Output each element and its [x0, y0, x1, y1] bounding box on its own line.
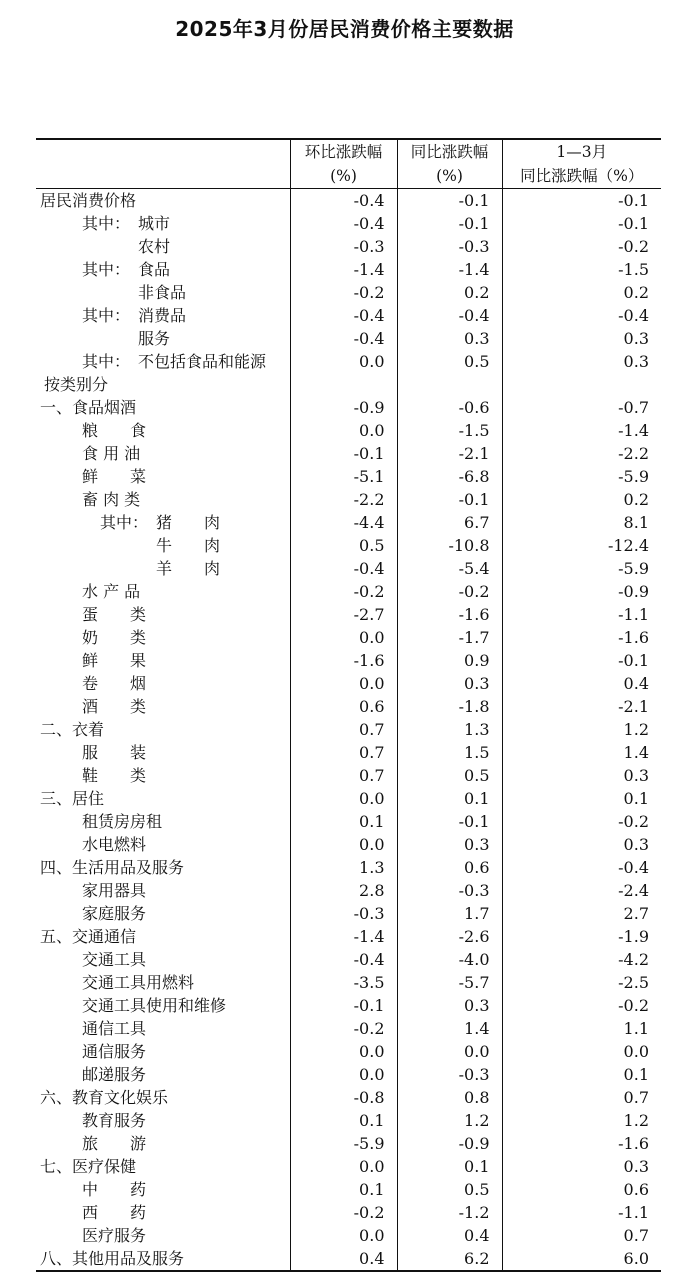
cell-cum: -1.4: [502, 419, 661, 442]
row-label-cell: [36, 327, 290, 350]
table-row: [36, 189, 661, 213]
cell-mom: -0.2: [290, 1017, 397, 1040]
table-row: [36, 534, 661, 557]
row-label: 八、其他用品及服务: [40, 1249, 185, 1268]
row-prefix: 其中：: [82, 306, 131, 325]
table-row: [36, 787, 661, 810]
row-label-cell: [36, 488, 290, 511]
cell-mom: -5.1: [290, 465, 397, 488]
cell-yoy: -0.6: [397, 396, 502, 419]
row-label: 城市: [138, 214, 171, 233]
cell-yoy: 0.2: [397, 281, 502, 304]
cell-mom: -0.4: [290, 304, 397, 327]
table-row: [36, 879, 661, 902]
row-label-cell: [36, 695, 290, 718]
cell-cum: 0.2: [502, 488, 661, 511]
row-label-cell: [36, 580, 290, 603]
cell-cum: 0.4: [502, 672, 661, 695]
row-label: 食 用 油: [82, 444, 141, 463]
row-label-cell: [36, 1109, 290, 1132]
cell-yoy: -6.8: [397, 465, 502, 488]
cell-cum: 0.3: [502, 1155, 661, 1178]
table-row: [36, 580, 661, 603]
cell-cum: 1.4: [502, 741, 661, 764]
table-row: [36, 212, 661, 235]
cell-mom: 0.0: [290, 672, 397, 695]
row-label: 旅 游: [82, 1134, 147, 1153]
cell-cum: -1.6: [502, 626, 661, 649]
row-label: 交通工具使用和维修: [82, 996, 227, 1015]
cell-mom: -0.2: [290, 580, 397, 603]
header-yoy-line1: 同比涨跌幅: [397, 139, 502, 164]
cell-cum: -0.4: [502, 856, 661, 879]
cell-mom: 1.3: [290, 856, 397, 879]
cell-mom: 0.4: [290, 1247, 397, 1271]
header-cum-line2: 同比涨跌幅（%）: [502, 164, 661, 189]
cell-cum: -5.9: [502, 465, 661, 488]
table-row: [36, 603, 661, 626]
row-label: 通信工具: [82, 1019, 147, 1038]
row-label-cell: [36, 902, 290, 925]
table-row: [36, 971, 661, 994]
cell-mom: -0.4: [290, 948, 397, 971]
row-label-cell: [36, 994, 290, 1017]
table-row: [36, 718, 661, 741]
cell-yoy: 0.3: [397, 327, 502, 350]
cell-mom: -4.4: [290, 511, 397, 534]
row-label: 家庭服务: [82, 904, 147, 923]
row-label-cell: [36, 741, 290, 764]
cell-cum: -1.6: [502, 1132, 661, 1155]
cell-yoy: 0.8: [397, 1086, 502, 1109]
cell-cum: 0.0: [502, 1040, 661, 1063]
cell-cum: 0.3: [502, 350, 661, 373]
row-prefix: 其中：: [100, 513, 149, 532]
row-label: 鲜 菜: [82, 467, 147, 486]
table-row: [36, 902, 661, 925]
cell-mom: -0.4: [290, 212, 397, 235]
cell-mom: 0.7: [290, 718, 397, 741]
table-row: [36, 695, 661, 718]
cell-mom: [290, 373, 397, 396]
cell-cum: 2.7: [502, 902, 661, 925]
table-row: [36, 281, 661, 304]
cell-yoy: 0.5: [397, 1178, 502, 1201]
cell-cum: -2.5: [502, 971, 661, 994]
cell-cum: -0.4: [502, 304, 661, 327]
row-label-cell: [36, 396, 290, 419]
page-title: 2025年3月份居民消费价格主要数据: [175, 17, 514, 41]
cell-yoy: -10.8: [397, 534, 502, 557]
row-label-cell: [36, 442, 290, 465]
row-label-cell: [36, 718, 290, 741]
table-row: [36, 258, 661, 281]
header-mom-line1: 环比涨跌幅: [290, 139, 397, 164]
table-row: [36, 1040, 661, 1063]
cell-mom: -0.4: [290, 557, 397, 580]
row-label: 农村: [138, 237, 171, 256]
cell-yoy: -0.1: [397, 189, 502, 213]
cell-yoy: 6.2: [397, 1247, 502, 1271]
row-label: 畜 肉 类: [82, 490, 141, 509]
cell-yoy: -4.0: [397, 948, 502, 971]
cell-cum: -2.4: [502, 879, 661, 902]
cell-yoy: -1.6: [397, 603, 502, 626]
row-label: 按类别分: [44, 375, 109, 394]
cell-yoy: 0.1: [397, 1155, 502, 1178]
table-row: [36, 764, 661, 787]
cell-mom: -0.1: [290, 994, 397, 1017]
table-row: [36, 994, 661, 1017]
row-label-cell: [36, 1178, 290, 1201]
cell-yoy: -1.7: [397, 626, 502, 649]
row-label: 居民消费价格: [40, 191, 137, 210]
table-row: [36, 1201, 661, 1224]
row-label: 羊 肉: [156, 559, 221, 578]
cell-mom: -0.1: [290, 442, 397, 465]
row-label: 五、交通通信: [40, 927, 137, 946]
cell-yoy: 0.5: [397, 764, 502, 787]
cell-cum: 0.1: [502, 787, 661, 810]
cell-cum: -2.1: [502, 695, 661, 718]
cell-cum: -0.7: [502, 396, 661, 419]
cell-mom: -0.3: [290, 902, 397, 925]
row-label: 中 药: [82, 1180, 147, 1199]
cell-mom: -0.8: [290, 1086, 397, 1109]
cell-yoy: 0.0: [397, 1040, 502, 1063]
cell-yoy: -1.8: [397, 695, 502, 718]
row-label-cell: [36, 1247, 290, 1271]
cell-mom: -0.4: [290, 327, 397, 350]
row-label: 租赁房房租: [82, 812, 163, 831]
cell-cum: 1.1: [502, 1017, 661, 1040]
cell-yoy: -1.4: [397, 258, 502, 281]
table-row: [36, 856, 661, 879]
cell-mom: 0.0: [290, 419, 397, 442]
row-label: 消费品: [138, 306, 187, 325]
row-label: 一、食品烟酒: [40, 398, 137, 417]
cell-cum: -0.2: [502, 994, 661, 1017]
cell-yoy: -0.3: [397, 1063, 502, 1086]
cell-yoy: [397, 373, 502, 396]
cell-yoy: -2.6: [397, 925, 502, 948]
table-row: [36, 833, 661, 856]
cell-yoy: -0.3: [397, 879, 502, 902]
cell-yoy: 6.7: [397, 511, 502, 534]
cell-mom: -1.4: [290, 258, 397, 281]
row-label-cell: [36, 1132, 290, 1155]
cell-yoy: 0.5: [397, 350, 502, 373]
cell-mom: 0.1: [290, 1109, 397, 1132]
row-label: 七、医疗保健: [40, 1157, 137, 1176]
table-row: [36, 511, 661, 534]
cell-mom: 0.0: [290, 833, 397, 856]
row-label-cell: [36, 764, 290, 787]
row-label: 通信服务: [82, 1042, 147, 1061]
row-label: 鲜 果: [82, 651, 147, 670]
cell-cum: 0.7: [502, 1086, 661, 1109]
row-label-cell: [36, 971, 290, 994]
cell-cum: -0.1: [502, 212, 661, 235]
cell-yoy: -0.1: [397, 488, 502, 511]
cell-mom: 0.0: [290, 1224, 397, 1247]
cell-mom: -1.4: [290, 925, 397, 948]
cell-cum: 0.3: [502, 833, 661, 856]
table-row: [36, 1017, 661, 1040]
cell-cum: -0.1: [502, 649, 661, 672]
cell-cum: -2.2: [502, 442, 661, 465]
row-label: 水电燃料: [82, 835, 147, 854]
cell-yoy: 0.3: [397, 833, 502, 856]
row-label-cell: [36, 1155, 290, 1178]
cell-mom: -0.2: [290, 281, 397, 304]
cell-cum: -4.2: [502, 948, 661, 971]
cell-mom: -1.6: [290, 649, 397, 672]
cell-yoy: -0.3: [397, 235, 502, 258]
row-label-cell: [36, 534, 290, 557]
row-label-cell: [36, 1201, 290, 1224]
row-label-cell: [36, 189, 290, 213]
table-row: [36, 626, 661, 649]
cell-mom: -3.5: [290, 971, 397, 994]
cell-yoy: -0.9: [397, 1132, 502, 1155]
table-row: [36, 672, 661, 695]
row-label: 三、居住: [40, 789, 105, 808]
cell-cum: 0.3: [502, 327, 661, 350]
row-label-cell: [36, 258, 290, 281]
table-row: [36, 396, 661, 419]
row-label: 西 药: [82, 1203, 147, 1222]
cell-yoy: 0.3: [397, 672, 502, 695]
table-row: [36, 1224, 661, 1247]
row-label: 家用器具: [82, 881, 147, 900]
cell-mom: 0.6: [290, 695, 397, 718]
cell-mom: -5.9: [290, 1132, 397, 1155]
cell-yoy: 0.4: [397, 1224, 502, 1247]
row-label-cell: [36, 281, 290, 304]
row-label-cell: [36, 787, 290, 810]
row-label: 交通工具用燃料: [82, 973, 195, 992]
cell-cum: 0.1: [502, 1063, 661, 1086]
cell-yoy: 0.6: [397, 856, 502, 879]
cell-yoy: -0.2: [397, 580, 502, 603]
row-label-cell: [36, 511, 290, 534]
header-yoy-line2: (%): [397, 164, 502, 189]
row-label: 服 装: [82, 743, 147, 762]
row-prefix: 其中：: [82, 352, 131, 371]
row-label: 六、教育文化娱乐: [40, 1088, 169, 1107]
row-label: 二、衣着: [40, 720, 105, 739]
cell-yoy: 1.3: [397, 718, 502, 741]
table-row: [36, 557, 661, 580]
table-row: [36, 327, 661, 350]
cell-cum: 1.2: [502, 1109, 661, 1132]
table-row: [36, 948, 661, 971]
cell-cum: -0.9: [502, 580, 661, 603]
cell-cum: 0.2: [502, 281, 661, 304]
row-label-cell: [36, 672, 290, 695]
table-row: [36, 649, 661, 672]
cell-cum: -0.1: [502, 189, 661, 213]
row-label-cell: [36, 925, 290, 948]
cell-mom: 2.8: [290, 879, 397, 902]
table-row: [36, 925, 661, 948]
table-row: [36, 1178, 661, 1201]
row-label: 医疗服务: [82, 1226, 147, 1245]
row-label-cell: [36, 856, 290, 879]
row-label: 不包括食品和能源: [138, 352, 267, 371]
cell-yoy: -1.5: [397, 419, 502, 442]
header-cum-line1: 1—3月: [502, 139, 661, 164]
row-label-cell: [36, 557, 290, 580]
cell-mom: 0.0: [290, 1063, 397, 1086]
cell-yoy: 0.3: [397, 994, 502, 1017]
cell-mom: 0.5: [290, 534, 397, 557]
cell-yoy: 1.2: [397, 1109, 502, 1132]
cell-mom: -0.4: [290, 189, 397, 213]
row-label-cell: [36, 948, 290, 971]
row-label-cell: [36, 419, 290, 442]
table-row: [36, 1086, 661, 1109]
row-label-cell: [36, 810, 290, 833]
row-label-cell: [36, 626, 290, 649]
row-label-cell: [36, 649, 290, 672]
cell-yoy: 0.9: [397, 649, 502, 672]
cell-cum: -12.4: [502, 534, 661, 557]
cell-cum: 8.1: [502, 511, 661, 534]
row-label: 奶 类: [82, 628, 147, 647]
cell-cum: -1.5: [502, 258, 661, 281]
table-row: [36, 741, 661, 764]
table-row: [36, 373, 661, 396]
row-label: 邮递服务: [82, 1065, 147, 1084]
cell-mom: 0.7: [290, 741, 397, 764]
table-header: [36, 139, 661, 189]
cell-cum: -0.2: [502, 235, 661, 258]
table-row: [36, 350, 661, 373]
row-label: 非食品: [138, 283, 187, 302]
cell-yoy: 1.7: [397, 902, 502, 925]
cell-mom: -0.9: [290, 396, 397, 419]
table-row: [36, 465, 661, 488]
table-row: [36, 442, 661, 465]
cell-cum: [502, 373, 661, 396]
row-label-cell: [36, 1086, 290, 1109]
table-row: [36, 1155, 661, 1178]
row-label: 鞋 类: [82, 766, 147, 785]
cell-mom: -0.3: [290, 235, 397, 258]
cell-mom: 0.0: [290, 626, 397, 649]
table-row: [36, 1132, 661, 1155]
cell-yoy: -0.4: [397, 304, 502, 327]
cell-yoy: -5.7: [397, 971, 502, 994]
table-row: [36, 1247, 661, 1271]
row-label: 教育服务: [82, 1111, 147, 1130]
cell-yoy: -2.1: [397, 442, 502, 465]
row-label: 食品: [138, 260, 171, 279]
row-label: 牛 肉: [156, 536, 221, 555]
row-label: 蛋 类: [82, 605, 147, 624]
row-prefix: 其中：: [82, 260, 131, 279]
cell-mom: 0.1: [290, 810, 397, 833]
table-row: [36, 810, 661, 833]
cell-cum: -5.9: [502, 557, 661, 580]
row-label-cell: [36, 1017, 290, 1040]
cell-cum: -1.1: [502, 603, 661, 626]
cell-mom: 0.0: [290, 1155, 397, 1178]
cell-cum: 0.3: [502, 764, 661, 787]
row-label: 酒 类: [82, 697, 147, 716]
cell-yoy: 0.1: [397, 787, 502, 810]
cell-mom: -0.2: [290, 1201, 397, 1224]
cell-yoy: 1.4: [397, 1017, 502, 1040]
cell-mom: 0.7: [290, 764, 397, 787]
row-label-cell: [36, 1224, 290, 1247]
cell-cum: 6.0: [502, 1247, 661, 1271]
table-row: [36, 304, 661, 327]
cell-cum: -1.1: [502, 1201, 661, 1224]
cell-mom: 0.1: [290, 1178, 397, 1201]
cell-mom: -2.7: [290, 603, 397, 626]
table-row: [36, 419, 661, 442]
cell-mom: 0.0: [290, 1040, 397, 1063]
header-mom-line2: (%): [290, 164, 397, 189]
row-label: 猪 肉: [156, 513, 221, 532]
cell-cum: 0.7: [502, 1224, 661, 1247]
row-label: 交通工具: [82, 950, 147, 969]
cell-cum: -0.2: [502, 810, 661, 833]
row-label-cell: [36, 603, 290, 626]
cell-yoy: 1.5: [397, 741, 502, 764]
row-label-cell: [36, 235, 290, 258]
cell-yoy: -0.1: [397, 810, 502, 833]
table-row: [36, 235, 661, 258]
header-blank: [36, 139, 290, 164]
cell-mom: -2.2: [290, 488, 397, 511]
cell-cum: 1.2: [502, 718, 661, 741]
cell-mom: 0.0: [290, 350, 397, 373]
row-label: 四、生活用品及服务: [40, 858, 185, 877]
cell-yoy: -5.4: [397, 557, 502, 580]
table-row: [36, 1109, 661, 1132]
cell-cum: 0.6: [502, 1178, 661, 1201]
row-label-cell: [36, 1040, 290, 1063]
cell-cum: -1.9: [502, 925, 661, 948]
cell-yoy: -1.2: [397, 1201, 502, 1224]
row-label: 水 产 品: [82, 582, 141, 601]
row-label-cell: [36, 350, 290, 373]
cell-yoy: -0.1: [397, 212, 502, 235]
row-label: 粮 食: [82, 421, 147, 440]
table-row: [36, 488, 661, 511]
row-label: 卷 烟: [82, 674, 147, 693]
row-label-cell: [36, 465, 290, 488]
table-row: [36, 1063, 661, 1086]
cell-mom: 0.0: [290, 787, 397, 810]
header-blank-2: [36, 164, 290, 189]
cpi-table: [36, 138, 661, 1272]
row-label-cell: [36, 879, 290, 902]
row-label: 服务: [138, 329, 171, 348]
row-label-cell: [36, 304, 290, 327]
row-label-cell: [36, 1063, 290, 1086]
row-label-cell: [36, 833, 290, 856]
table-body: [36, 189, 661, 1272]
row-prefix: 其中：: [82, 214, 131, 233]
row-label-cell: [36, 212, 290, 235]
row-label-cell: [36, 373, 290, 396]
